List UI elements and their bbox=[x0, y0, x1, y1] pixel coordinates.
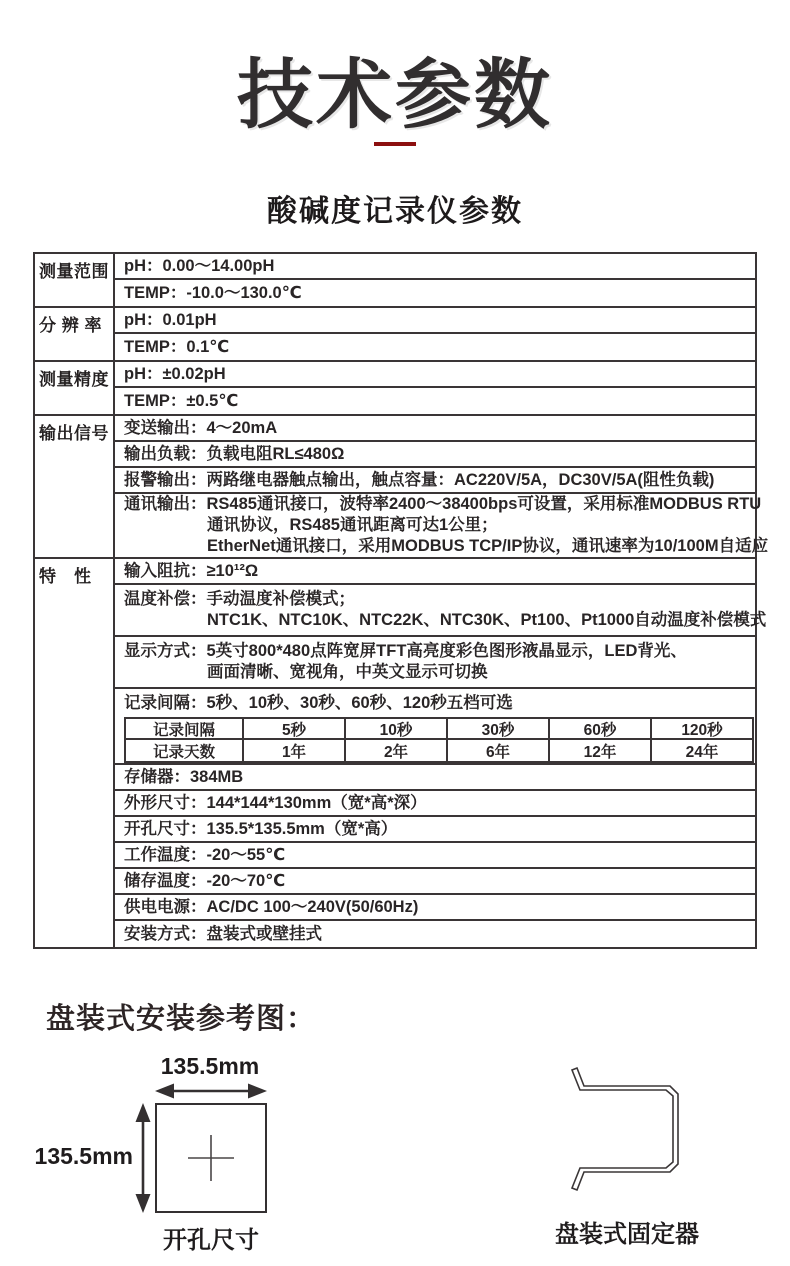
cutout-caption: 开孔尺寸 bbox=[163, 1227, 259, 1254]
cutout-height-label: 135.5mm bbox=[34, 1143, 133, 1169]
group-label-accuracy: 测量精度 bbox=[35, 362, 115, 414]
spec-value: 存储器：384MB bbox=[124, 767, 244, 786]
spec-row bbox=[115, 362, 755, 388]
record-table-cell: 60秒 bbox=[550, 719, 652, 738]
spec-value: 变送输出：4～20mA bbox=[124, 418, 278, 437]
title-underline bbox=[374, 142, 416, 146]
spec-row bbox=[115, 921, 755, 947]
spec-value: 输出负载：负载电阻RL≤480Ω bbox=[124, 444, 345, 463]
spec-row bbox=[115, 791, 755, 817]
record-table-cell: 5秒 bbox=[244, 719, 346, 738]
spec-group-accuracy bbox=[35, 362, 755, 416]
spec-value: 外形尺寸：144*144*130mm（宽*高*深） bbox=[124, 793, 427, 812]
panel-mount-bracket-shape bbox=[572, 1068, 678, 1190]
spec-group-resolution bbox=[35, 308, 755, 362]
spec-value: 温度补偿：手动温度补偿模式； bbox=[124, 590, 355, 608]
mount-section-title: 盘装式安装参考图： bbox=[46, 1003, 317, 1035]
spec-row bbox=[115, 388, 755, 414]
spec-value: TEMP：0.1℃ bbox=[124, 337, 230, 356]
record-table-cell: 10秒 bbox=[346, 719, 448, 738]
spec-value: pH：0.00～14.00pH bbox=[124, 256, 275, 275]
record-table-cell: 30秒 bbox=[448, 719, 550, 738]
spec-row-record-interval bbox=[115, 689, 755, 765]
spec-row bbox=[115, 468, 755, 494]
spec-row bbox=[115, 308, 755, 334]
spec-value: pH：0.01pH bbox=[124, 310, 217, 329]
record-table-cell: 24年 bbox=[685, 743, 719, 761]
spec-row bbox=[115, 416, 755, 442]
width-arrow bbox=[155, 1084, 267, 1099]
spec-value: 储存温度：-20～70℃ bbox=[124, 871, 286, 890]
spec-row bbox=[115, 765, 755, 791]
page-title: 技术参数 bbox=[237, 53, 553, 138]
spec-row-temp-compensation bbox=[115, 585, 767, 637]
group-label-resolution: 分 辨 率 bbox=[35, 308, 115, 360]
spec-row-communication bbox=[115, 494, 769, 557]
spec-value: 开孔尺寸：135.5*135.5mm（宽*高） bbox=[124, 819, 398, 838]
record-table-cell: 记录间隔 bbox=[126, 719, 244, 738]
record-table-cell: 2年 bbox=[346, 740, 448, 761]
spec-value: 工作温度：-20～55℃ bbox=[124, 845, 286, 864]
record-table-interval-row bbox=[126, 719, 752, 740]
record-table-cell: 120秒 bbox=[681, 721, 723, 739]
record-table-cell: 6年 bbox=[448, 740, 550, 761]
spec-row bbox=[115, 843, 755, 869]
spec-value: EtherNet通讯接口，采用MODBUS TCP/IP协议，通讯速率为10/100M自适应 bbox=[207, 537, 769, 555]
spec-row bbox=[115, 895, 755, 921]
spec-row bbox=[115, 559, 755, 585]
fixer-caption: 盘装式固定器 bbox=[555, 1221, 699, 1248]
record-table-cell: 1年 bbox=[244, 740, 346, 761]
group-label-output-signal: 输出信号 bbox=[35, 416, 115, 557]
spec-value: 供电电源：AC/DC 100～240V(50/60Hz) bbox=[124, 897, 419, 916]
page-subtitle: 酸碱度记录仪参数 bbox=[267, 195, 523, 228]
spec-value: 显示方式：5英寸800*480点阵宽屏TFT高亮度彩色图形液晶显示，LED背光、 bbox=[124, 642, 687, 660]
cutout-width-label: 135.5mm bbox=[160, 1053, 260, 1079]
spec-value: 报警输出：两路继电器触点输出，触点容量：AC220V/5A，DC30V/5A(阻性负载) bbox=[124, 470, 715, 489]
spec-value: 画面清晰、宽视角，中英文显示可切换 bbox=[207, 663, 488, 681]
spec-group-output-signal bbox=[35, 416, 769, 559]
height-arrow bbox=[136, 1103, 151, 1213]
spec-row bbox=[115, 442, 755, 468]
bracket-drawing bbox=[548, 1062, 693, 1197]
group-label-measuring-range: 测量范围 bbox=[35, 254, 115, 306]
cutout-drawing bbox=[130, 1080, 275, 1220]
spec-value: NTC1K、NTC10K、NTC22K、NTC30K、Pt100、Pt1000自动温度补偿模式 bbox=[207, 611, 767, 629]
spec-value: 记录间隔：5秒、10秒、30秒、60秒、120秒五档可选 bbox=[124, 694, 513, 712]
spec-value: 输入阻抗：≥10¹²Ω bbox=[124, 561, 259, 580]
spec-value: 通讯输出：RS485通讯接口，波特率2400～38400bps可设置，采用标准MODBUS RTU bbox=[124, 495, 762, 513]
spec-group-measuring-range bbox=[35, 254, 755, 308]
spec-value: 通讯协议，RS485通讯距离可达1公里； bbox=[207, 516, 498, 534]
spec-row bbox=[115, 254, 755, 280]
spec-table bbox=[33, 252, 769, 949]
spec-row-display bbox=[115, 637, 755, 689]
group-label-characteristics: 特 性 bbox=[35, 559, 115, 947]
record-table-cell: 记录天数 bbox=[126, 740, 244, 761]
spec-group-characteristics bbox=[35, 559, 767, 947]
spec-row bbox=[115, 869, 755, 895]
record-interval-table bbox=[124, 717, 754, 763]
spec-row bbox=[115, 334, 755, 360]
spec-row bbox=[115, 280, 755, 306]
spec-value: TEMP：±0.5℃ bbox=[124, 391, 239, 410]
spec-value: TEMP：-10.0～130.0℃ bbox=[124, 283, 302, 302]
spec-value: 安装方式：盘装式或壁挂式 bbox=[124, 924, 322, 943]
spec-row bbox=[115, 817, 755, 843]
record-table-cell: 12年 bbox=[550, 740, 652, 761]
record-table-days-row bbox=[126, 740, 752, 761]
spec-value: pH：±0.02pH bbox=[124, 364, 226, 383]
